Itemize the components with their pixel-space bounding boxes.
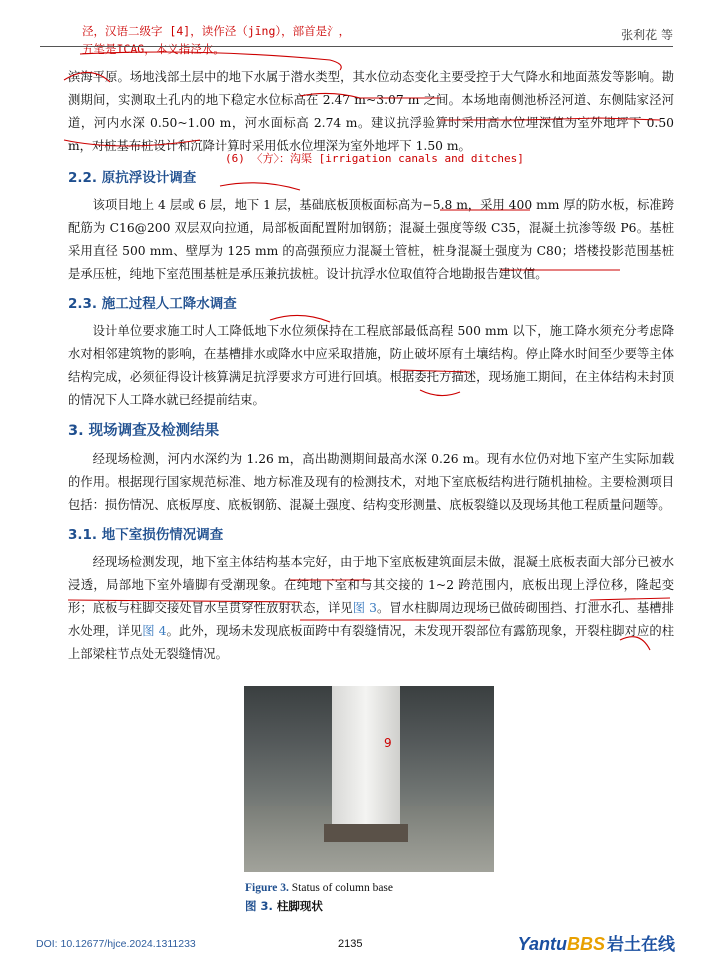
footer-doi[interactable]: DOI: 10.12677/hjce.2024.1311233 <box>36 938 196 950</box>
paragraph-dewatering: 设计单位要求施工时人工降低地下水位须保持在工程底部最低高程 500 mm 以下，施工降水须充分考虑降水对相邻建筑物的影响，在基槽排水或降水中应采取措施，防止破坏原有土壤结构。停止降水时间至少要等主体结构完成，必须征得设计核算满足抗浮要求方可进行回填。根据委托方描述，现场施工期间，在主体结构未封顶的情况下人工降水就已经提前结束。 <box>68 324 674 407</box>
figure-4-link[interactable]: 图 4 <box>142 624 167 638</box>
damage-text-b: 。冒水柱脚周边现场已做砖砌围挡、打泄水孔、基槽排水处理，详见 <box>68 601 674 638</box>
section-heading-3: 3. 现场调查及检测结果 <box>68 423 220 439</box>
figure-caption-en-text: Status of column base <box>288 882 393 894</box>
annotation-line-2: 五笔是ICAG，本义指泾水。 <box>82 42 225 56</box>
section-heading-2-3: 2.3. 施工过程人工降水调查 <box>68 296 237 312</box>
paragraph-damage-survey <box>68 551 674 666</box>
column-base-photo <box>244 686 494 872</box>
annotation-line-1: 泾，汉语二级字 [4]，读作泾（jīng），部首是氵， <box>82 24 351 38</box>
damage-text-a: 经现场检测发现，地下室主体结构基本完好，由于地下室底板建筑面层未做，混凝土底板表面大部分已被水浸透，局部地下室外墙脚有受潮现象。在纯地下室和与其交接的 1~2 跨范围内，底板出现上浮位移，隆起变形；底板与柱脚交接处冒水呈贯穿性放射状态，详见 <box>68 555 674 615</box>
handwritten-annotation-top <box>82 22 350 58</box>
figure-caption-en <box>245 882 393 894</box>
photo-mark-label: 9 <box>384 736 392 750</box>
column-base-wet-ring <box>324 824 408 842</box>
header-author: 张利花 等 <box>621 28 673 42</box>
yantubbs-watermark-logo: YantuBBS 岩土在线 <box>517 934 675 954</box>
figure-caption-en-label: Figure 3. <box>245 882 289 894</box>
column-pillar <box>332 686 400 836</box>
figure-caption-zh-text: 柱脚现状 <box>272 899 323 913</box>
header-divider <box>40 46 673 47</box>
figure-3-link[interactable]: 图 3 <box>352 601 377 615</box>
paragraph-site-inspection: 经现场检测，河内水深约为 1.26 m，高出勘测期间最高水深 0.26 m。现有水位仍对地下室产生实际加载的作用。根据现行国家规范标准、地方标准及现有的检测技术，对地下室底板结构进行随机抽检。主要检测项目包括：损伤情况、底板厚度、底板钢筋、混凝土强度、结构变形测量、底板裂缝以及现场其他工程质量问题等。 <box>68 452 674 512</box>
footer-page-number: 2135 <box>338 938 363 950</box>
paragraph-hydrology: 滨海平原。场地浅部土层中的地下水属于潜水类型，其水位动态变化主要受控于大气降水和地面蒸发等影响。勘测期间，实测取土孔内的地下稳定水位标高在 2.47 m~3.07 m 之间。本场地南侧池桥泾河道、东侧陆家泾河道，河内水深 0.50~1.00 m，河水面标高 2.74 m。建议抗浮验算时采用高水位埋深值为室外地坪下 0.50 m，对桩基布桩设计和沉降计算时采用低水位埋深为室外地坪下 1.50 m。 <box>68 70 674 153</box>
handwritten-annotation-inline: (6) 〈方〉：沟渠 [irrigation canals and ditches] <box>225 152 524 165</box>
damage-text-c: 。此外，现场未发现底板面跨中有裂缝情况，未发现开裂部位有露筋现象，开裂柱脚对应的柱上部梁柱节点处无裂缝情况。 <box>68 624 674 661</box>
figure-caption-zh-label: 图 3. <box>245 899 273 913</box>
section-heading-3-1: 3.1. 地下室损伤情况调查 <box>68 527 224 543</box>
figure-caption-zh <box>245 898 323 914</box>
section-heading-2-2: 2.2. 原抗浮设计调查 <box>68 170 197 186</box>
paragraph-anti-float-design: 该项目地上 4 层或 6 层，地下 1 层，基础底板顶板面标高为−5.8 m，采用 400 mm 厚的防水板，标准跨配筋为 C16@200 双层双向拉通，局部板面配置附加钢筋；混凝土强度等级 C35，混凝土抗渗等级 P6。基桩采用直径 500 mm、壁厚为 125 mm 的高强预应力混凝土管桩，桩身混凝土强度为 C80；塔楼投影范围基桩是承压桩，纯地下室范围基桩是承压兼抗拔桩。设计抗浮水位取值符合地勘报告建议值。 <box>68 198 674 281</box>
